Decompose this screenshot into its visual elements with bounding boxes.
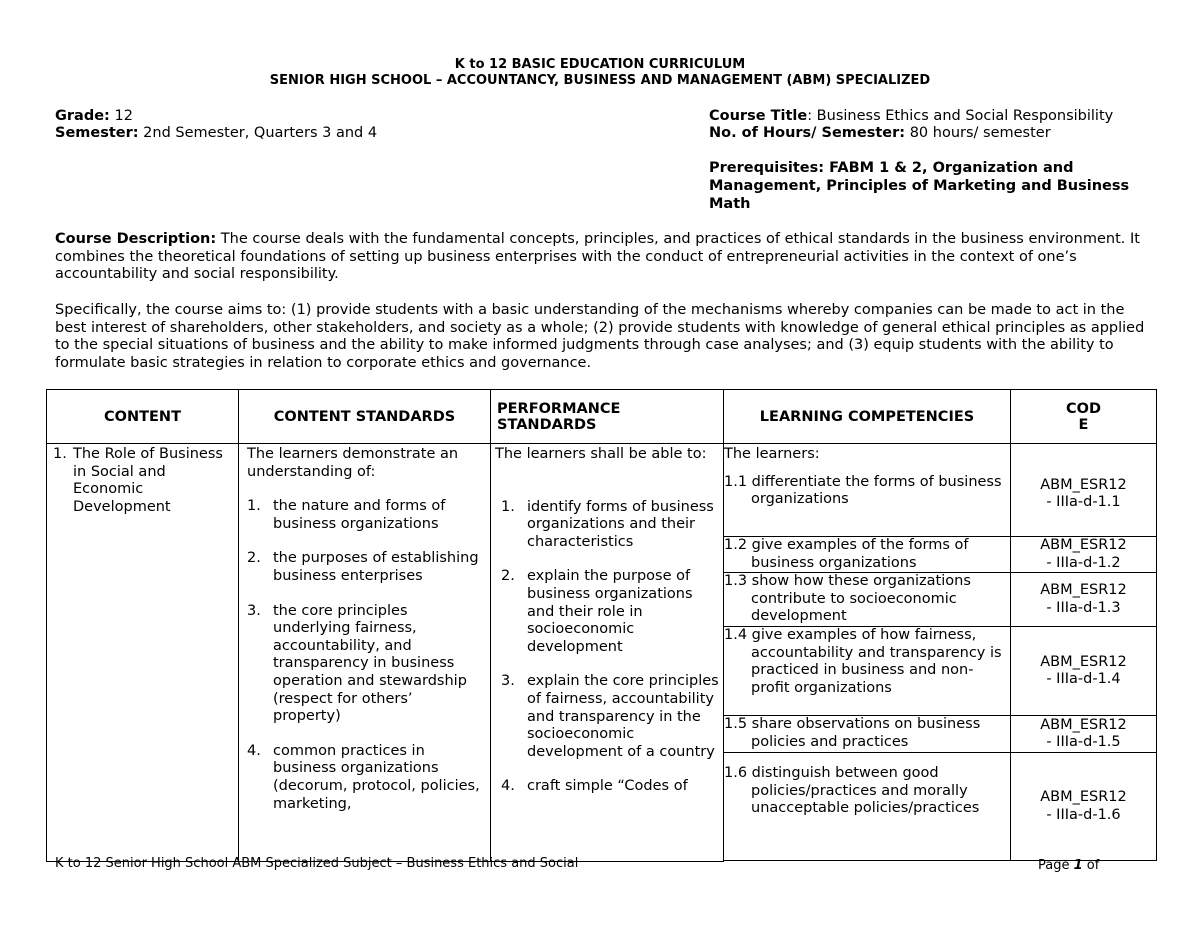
- semester-line: [55, 125, 377, 143]
- performance-standard-item: 4. craft simple “Codes of: [501, 778, 688, 795]
- semester-value: 2nd Semester, Quarters 3 and 4: [138, 125, 378, 141]
- content-standard-item: 4. common practices in business organizations (decorum, protocol, policies, marketing,: [247, 742, 480, 812]
- code-prefix: ABM_ESR12: [1040, 789, 1127, 805]
- hours-value: 80 hours/ semester: [905, 125, 1051, 141]
- competency-code-cell: [1011, 627, 1157, 716]
- competency-cell: [724, 716, 1011, 753]
- performance-standards-cell: [491, 444, 724, 862]
- course-description: [55, 231, 1155, 284]
- performance-standards-intro: The learners shall be able to:: [495, 446, 707, 462]
- prerequisites-line-3: Math: [709, 196, 751, 212]
- competency-code-cell: [1011, 537, 1157, 573]
- competency-cell: [724, 627, 1011, 716]
- code-suffix: - IIIa-d-1.1: [1046, 494, 1121, 510]
- content-standards-intro: The learners demonstrate an understanding of:: [247, 446, 459, 480]
- course-title-line: [709, 108, 1113, 126]
- grade-label: Grade:: [55, 108, 110, 124]
- semester-label: Semester:: [55, 125, 139, 141]
- header-performance-standards: PERFORMANCE STANDARDS: [491, 390, 724, 444]
- table-header-row: [47, 390, 1157, 444]
- competency-text: 1.1 differentiate the forms of business organizations: [724, 473, 1002, 507]
- header-learning-competencies: LEARNING COMPETENCIES: [724, 390, 1011, 444]
- competency-cell: [724, 573, 1011, 627]
- footer-page-number: Page 1 of: [1038, 858, 1100, 873]
- grade-line: [55, 108, 133, 126]
- content-cell: [47, 444, 239, 862]
- course-description-text: The course deals with the fundamental concepts, principles, and practices of ethical standards in the business environment. It combines the theoretical foundations of setting up business enterprises with the conduct of entrepreneurial activities in the context of one’s accountability and social responsibility.: [55, 231, 1140, 282]
- competency-cell: [724, 753, 1011, 861]
- table-row: [47, 444, 1157, 537]
- code-suffix: - IIIa-d-1.5: [1046, 734, 1121, 750]
- grade-value: 12: [109, 108, 133, 124]
- competency-text: 1.6 distinguish between good policies/practices and morally unacceptable policies/practices: [724, 765, 980, 816]
- code-prefix: ABM_ESR12: [1040, 716, 1127, 733]
- competency-cell: [724, 537, 1011, 573]
- content-standard-item: 3. the core principles underlying fairness, accountability, and transparency in business operation and stewardship (respect for others’ property): [247, 602, 467, 725]
- curriculum-subtitle: SENIOR HIGH SCHOOL – ACCOUNTANCY, BUSINESS AND MANAGEMENT (ABM) SPECIALIZED: [269, 73, 931, 88]
- code-suffix: - IIIa-d-1.2: [1046, 554, 1121, 571]
- code-prefix: ABM_ESR12: [1040, 653, 1127, 670]
- curriculum-title: K to 12 BASIC EDUCATION CURRICULUM: [454, 57, 746, 72]
- header-code: COD E: [1011, 390, 1157, 444]
- content-standards-cell: [239, 444, 491, 862]
- header-content-standards: CONTENT STANDARDS: [239, 390, 491, 444]
- competency-cell: [724, 444, 1011, 537]
- course-title-label: Course Title: [709, 108, 808, 124]
- competency-code-cell: [1011, 753, 1157, 861]
- code-suffix: - IIIa-d-1.4: [1046, 671, 1121, 687]
- competency-text: 1.5 share observations on business policies and practices: [724, 716, 981, 750]
- prerequisites-line-1: Prerequisites: FABM 1 & 2, Organization and: [709, 160, 1074, 176]
- footer-document-title: K to 12 Senior High School ABM Specialized Subject – Business Ethics and Social: [55, 856, 579, 871]
- competency-text: 1.3 show how these organizations contribute to socioeconomic development: [724, 573, 971, 624]
- code-prefix: ABM_ESR12: [1040, 537, 1127, 553]
- code-suffix: - IIIa-d-1.3: [1046, 599, 1121, 616]
- competency-code-cell: [1011, 716, 1157, 753]
- code-prefix: ABM_ESR12: [1040, 582, 1127, 598]
- competency-text: 1.2 give examples of the forms of business organizations: [724, 537, 969, 571]
- course-description-label: Course Description:: [55, 231, 217, 247]
- performance-standard-item: 3. explain the core principles of fairness, accountability and transparency in the socioeconomic development of a country: [501, 673, 719, 760]
- competency-code-cell: [1011, 573, 1157, 627]
- hours-label: No. of Hours/ Semester:: [709, 125, 906, 141]
- header-content: CONTENT: [47, 390, 239, 444]
- competency-code-cell: [1011, 444, 1157, 537]
- performance-standard-item: 1. identify forms of business organizations and their characteristics: [501, 498, 714, 550]
- content-item: 1. The Role of Business in Social and Economic Development: [53, 446, 223, 515]
- hours-line: [709, 125, 1051, 143]
- competency-text: 1.4 give examples of how fairness, accountability and transparency is practiced in business and non-profit organizations: [724, 627, 1002, 696]
- course-title-value: : Business Ethics and Social Responsibility: [807, 108, 1114, 124]
- content-standard-item: 1. the nature and forms of business organizations: [247, 498, 446, 532]
- content-standard-item: 2. the purposes of establishing business enterprises: [247, 550, 479, 584]
- performance-standard-item: 2. explain the purpose of business organizations and their role in socioeconomic development: [501, 568, 693, 655]
- code-prefix: ABM_ESR12: [1040, 476, 1127, 493]
- curriculum-table: [46, 389, 1157, 862]
- learning-competencies-intro: The learners:: [724, 446, 820, 462]
- prerequisites-line-2: Management, Principles of Marketing and Business: [709, 178, 1130, 194]
- code-suffix: - IIIa-d-1.6: [1046, 806, 1121, 823]
- course-aims: Specifically, the course aims to: (1) provide students with a basic understanding of the mechanisms whereby companies can be made to act in the best interest of shareholders, other stakeholders, and society as a whole; (2) provide students with knowledge of general ethical principles as applied to the special situations of business and the ability to make informed judgments through case analyses; and (3) equip students with the ability to formulate basic strategies in relation to corporate ethics and governance.: [55, 302, 1145, 371]
